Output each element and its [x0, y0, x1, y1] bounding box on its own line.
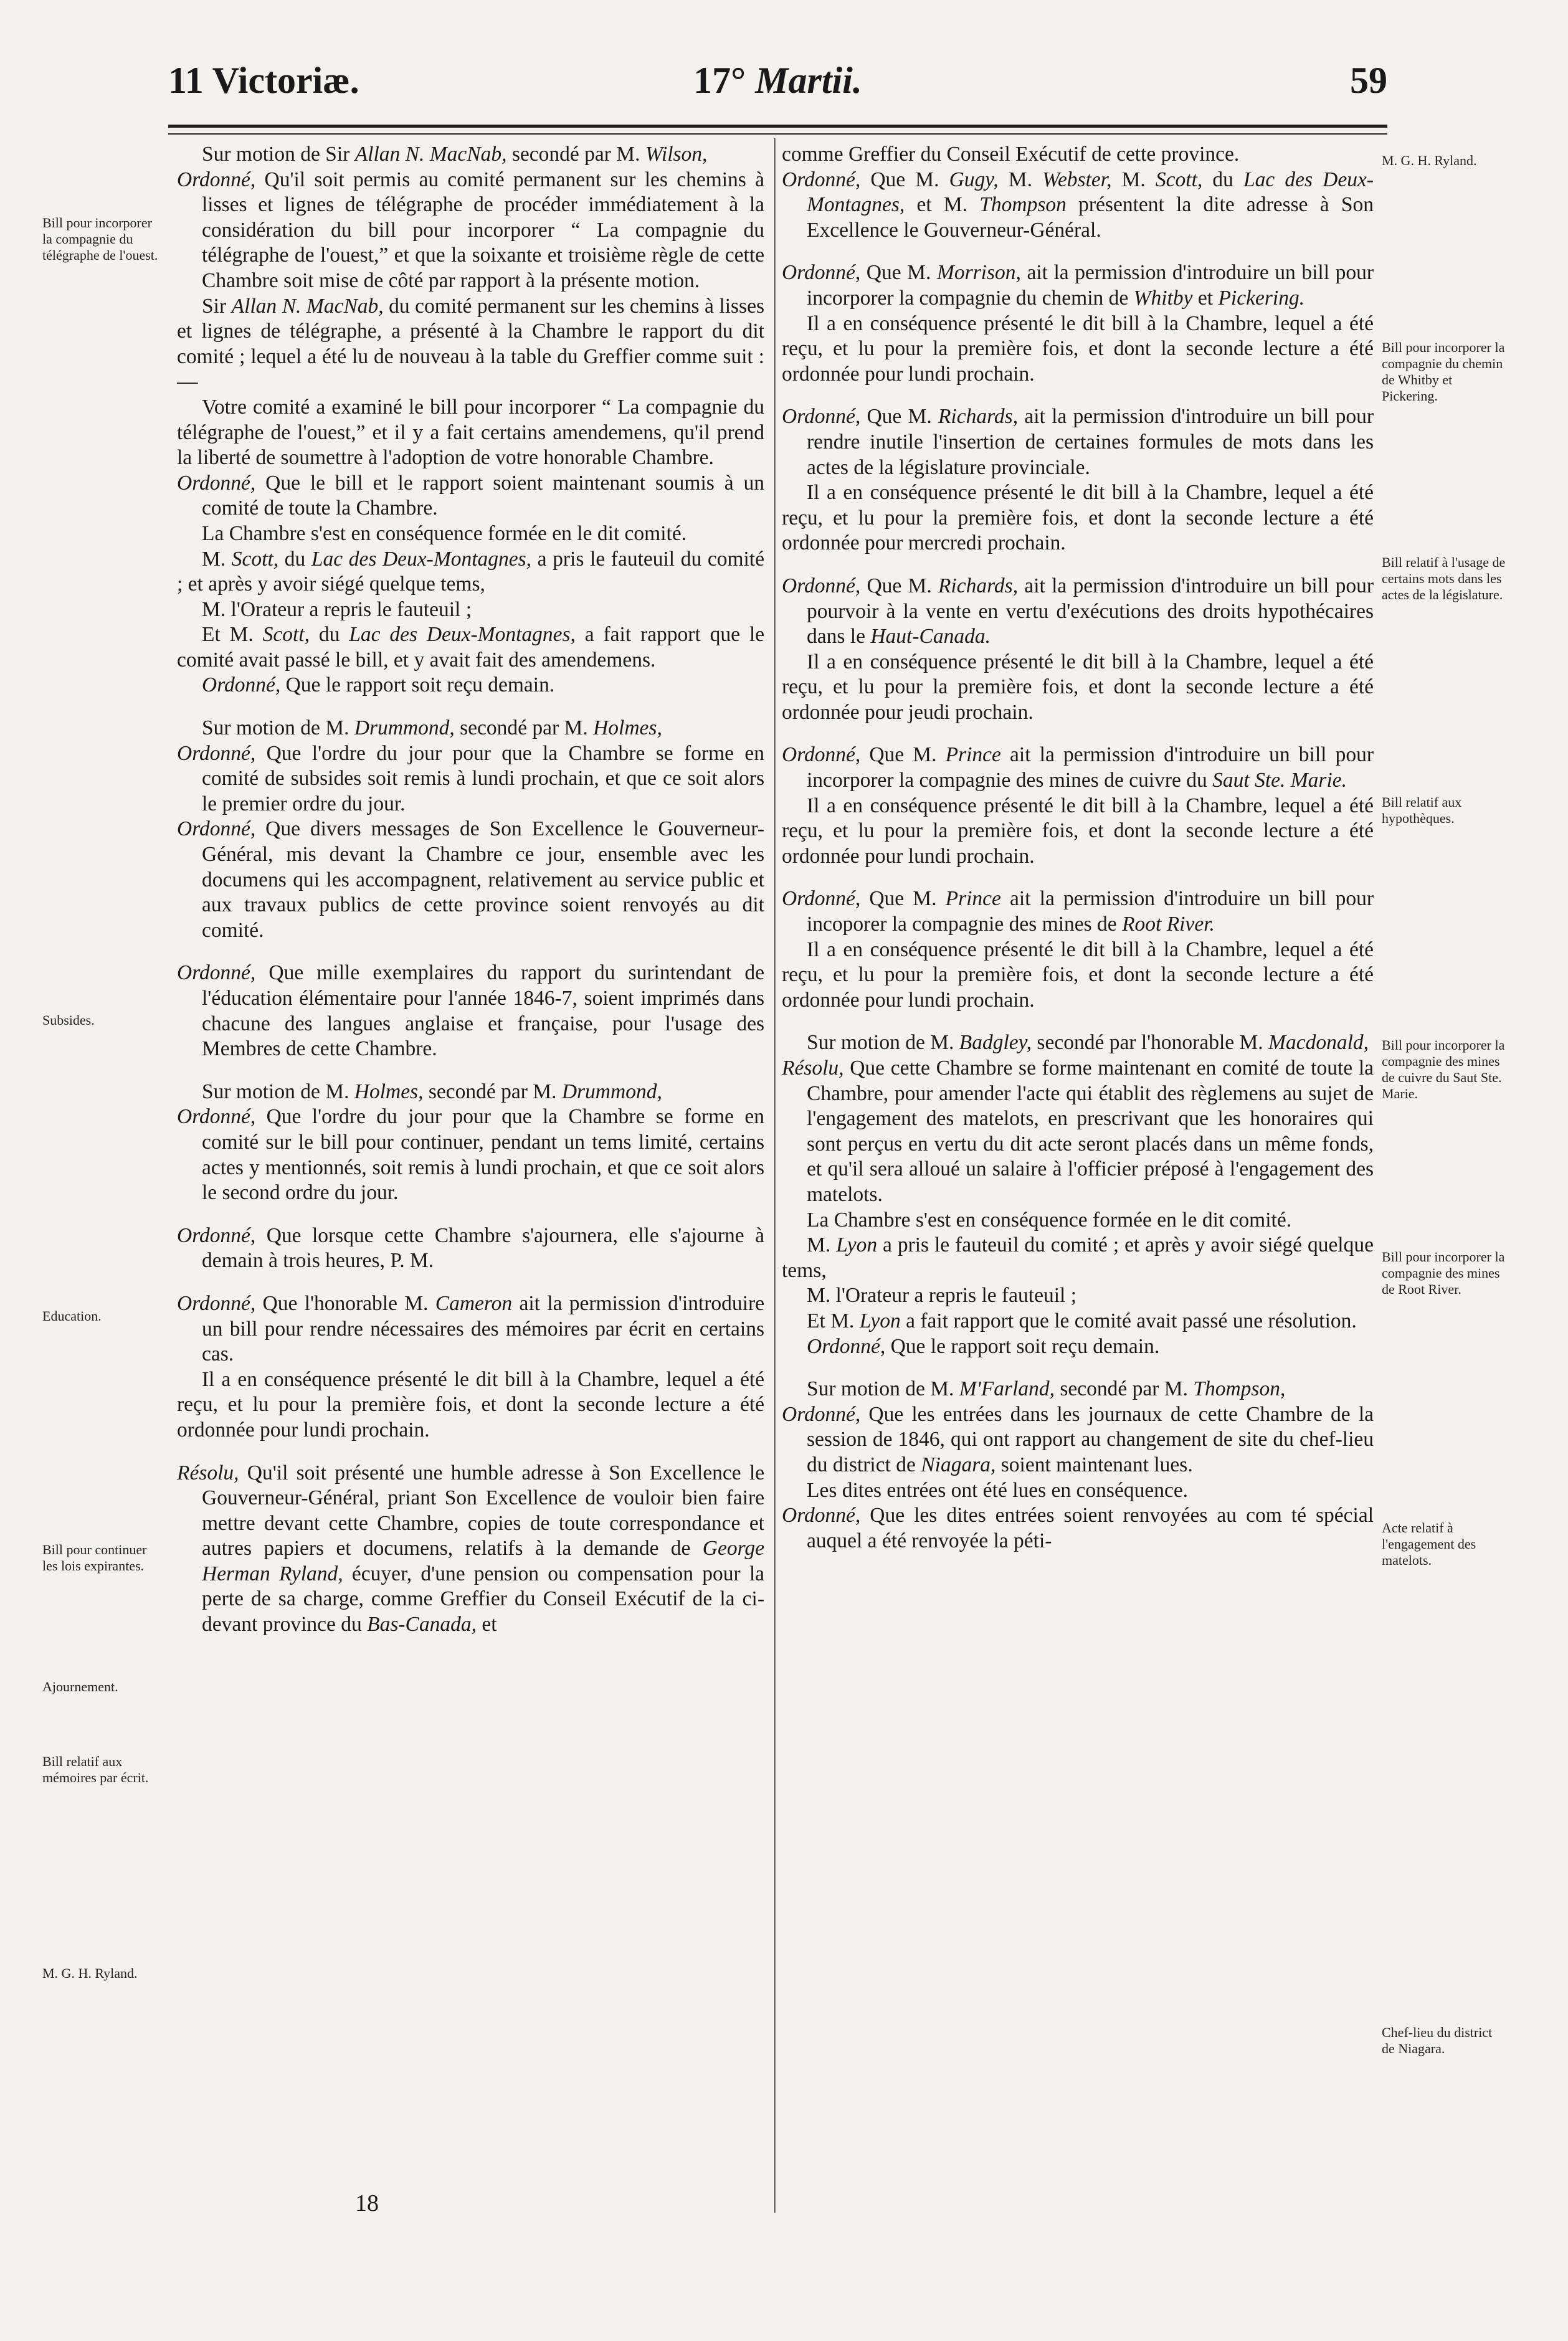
text-run: secondé par M. [454, 716, 594, 740]
text-run: présentent la dite adresse à Son Excellence le Gouverneur-Général. [807, 193, 1374, 242]
margin-note: Ajournement. [42, 1679, 118, 1694]
text-run: ait la permission d'introduire un bill pour rendre nécessaires des mémoires par écrit en certains cas. [202, 1291, 764, 1366]
text-run: secondé par l'honorable M. [1032, 1031, 1269, 1055]
journal-entry [177, 716, 764, 943]
italic-run: Morrison, [936, 261, 1021, 285]
text-run: a fait rapport que le comité avait passé le bill, et y avait fait des amendemens. [177, 623, 765, 672]
italic-run: Pickering. [1218, 286, 1305, 310]
text-run: Que M. [860, 887, 946, 911]
paragraph [782, 1503, 1374, 1554]
text-run: comme Greffier du Conseil Exécutif de cette province. [782, 143, 1240, 166]
italic-run: Ordonné, [807, 1334, 886, 1358]
italic-run: Ordonné, [782, 1504, 861, 1527]
paragraph [782, 404, 1374, 480]
italic-run: Ordonné, [177, 817, 256, 841]
paragraph [177, 294, 764, 395]
italic-run: Ordonné, [782, 168, 861, 191]
text-run: Que cette Chambre se forme maintenant en comité de toute la Chambre, pour amender l'acte qui établit des règlemens au sujet de l'engagement des matelots, en prescrivant que les honoraires qui sont perçus en vertu du dit acte seront placés dans un même fonds, et qu'il sera alloué un salaire à l'officier préposé à l'engagement des matelots. [807, 1057, 1374, 1206]
paragraph [782, 311, 1374, 387]
italic-run: Allan N. MacNab, [231, 294, 384, 318]
text-run: a pris le fauteuil du comité ; et après y avoir siégé quelque tems, [177, 547, 764, 596]
italic-run: Lac des Deux-Montagnes, [311, 547, 532, 571]
italic-run: Wilson, [645, 143, 708, 166]
journal-entry [177, 142, 764, 698]
italic-run: Thompson, [1193, 1377, 1286, 1401]
text-run: Sur motion de Sir [202, 143, 355, 166]
text-run: Qu'il soit présenté une humble adresse à Son Excellence le Gouverneur-Général, priant Son Excellence de vouloir bien faire mettre devant cette Chambre, copies de toute correspondance et autres papiers et documens, relatifs à la demande de [202, 1461, 764, 1560]
text-run: Votre comité a examiné le bill pour incorporer “ La compagnie du télégraphe de l'ouest,” et il y a fait certains amendemens, qu'il prend la liberté de soumettre à l'adoption de votre honorable Chambre. [177, 395, 764, 470]
italic-run: George Herman Ryland, [202, 1537, 764, 1585]
paragraph [177, 673, 764, 698]
paragraph [177, 817, 764, 943]
margin-note: Bill pour incorporer la compagnie du chemin de Whitby et Pickering. [1382, 340, 1505, 404]
paragraph [782, 1402, 1374, 1478]
text-run: du [278, 547, 311, 571]
margin-note: Acte relatif à l'engagement des matelots. [1382, 1520, 1476, 1568]
text-run: M. l'Orateur a repris le fauteuil ; [202, 597, 472, 621]
journal-entry [782, 1377, 1374, 1554]
paragraph [782, 1478, 1374, 1504]
italic-run: Scott, [231, 547, 279, 571]
text-run: Que M. [860, 743, 946, 767]
text-run: Sur motion de M. [807, 1377, 959, 1401]
text-run: secondé par M. [1055, 1377, 1194, 1401]
paragraph [177, 961, 764, 1061]
left-column [177, 142, 764, 1655]
italic-run: Ordonné, [782, 743, 861, 767]
italic-run: Ordonné, [177, 471, 256, 495]
text-run: M. l'Orateur a repris le fauteuil ; [807, 1284, 1076, 1308]
text-run: Sur motion de M. [807, 1031, 959, 1055]
italic-run: Cameron [435, 1291, 513, 1315]
text-run: et [477, 1613, 497, 1636]
paragraph [782, 886, 1374, 937]
text-run: du [1202, 168, 1244, 191]
italic-run: Lac des Deux-Montagnes, [349, 623, 576, 647]
italic-run: Niagara, [921, 1453, 996, 1476]
margin-note: M. G. H. Ryland. [1382, 153, 1477, 168]
paragraph [177, 521, 764, 547]
italic-run: Ordonné, [782, 405, 861, 429]
text-run: Que le bill et le rapport soient maintenant soumis à un comité de toute la Chambre. [202, 471, 764, 520]
italic-run: Holmes, [593, 716, 662, 740]
paragraph [782, 1030, 1374, 1056]
italic-run: Résolu, [177, 1461, 239, 1484]
text-run: Que mille exemplaires du rapport du surintendant de l'éducation élémentaire pour l'année 1846-7, soient imprimés dans chacune des langues anglaise et française, pour l'usage des Membres de cette Chambre. [202, 961, 764, 1061]
text-run: a fait rapport que le comité avait passé une résolution. [900, 1309, 1357, 1332]
column-divider [774, 138, 776, 2213]
paragraph [177, 741, 764, 817]
text-run: M. [202, 547, 232, 571]
text-run: Il a en conséquence présenté le dit bill à la Chambre, lequel a été reçu, et lu pour la première fois, et dont la seconde lecture a été ordonnée pour lundi prochain. [782, 794, 1374, 868]
text-run: Il a en conséquence présenté le dit bill à la Chambre, lequel a été reçu, et lu pour la première fois, et dont la seconde lecture a été ordonnée pour lundi prochain. [782, 311, 1374, 386]
text-run: écuyer, d'une pension ou compensation pour la perte de sa charge, comme Greffier du Conseil Exécutif de la ci-devant province du [202, 1562, 765, 1636]
italic-run: Drummond, [354, 716, 455, 740]
paragraph [177, 622, 764, 673]
margin-note: Bill pour incorporer la compagnie des mines de cuivre du Saut Ste. Marie. [1382, 1037, 1505, 1101]
paragraph [177, 1080, 764, 1105]
paragraph [782, 480, 1374, 556]
text-run: secondé par M. [423, 1080, 562, 1103]
paragraph [177, 395, 764, 471]
signature-folio: 18 [355, 2190, 379, 2216]
text-run: Que l'ordre du jour pour que la Chambre se forme en comité sur le bill pour continuer, pendant un tems limité, certains actes y mentionnés, soit remis à lundi prochain, et que ce soit alors le second ordre du jour. [202, 1105, 764, 1205]
margin-note: Bill relatif aux mémoires par écrit. [42, 1754, 149, 1785]
journal-entry [782, 260, 1374, 387]
journal-entry [177, 1461, 764, 1638]
journal-entry [782, 142, 1374, 243]
paragraph [782, 938, 1374, 1014]
date-number: 17° [693, 60, 746, 101]
paragraph [177, 716, 764, 741]
text-run: a pris le fauteuil du comité ; et après y avoir siégé quelque tems, [782, 1233, 1374, 1282]
text-run: La Chambre s'est en conséquence formée en le dit comité. [807, 1208, 1292, 1232]
italic-run: Résolu, [782, 1057, 844, 1080]
journal-entry [782, 404, 1374, 556]
running-head [168, 59, 1387, 128]
paragraph [782, 168, 1374, 244]
italic-run: Macdonald, [1268, 1031, 1369, 1055]
italic-run: Ordonné, [202, 673, 281, 697]
paragraph [177, 1461, 764, 1638]
text-run: ait la permission d'introduire un bill pour rendre inutile l'insertion de certaines formules de mots dans les actes de la législature provinciale. [807, 405, 1374, 479]
italic-run: Ordonné, [177, 1105, 256, 1129]
text-run: secondé par M. [506, 143, 645, 166]
italic-run: Haut-Canada. [870, 625, 991, 648]
header-rule-thin [168, 133, 1387, 135]
italic-run: Richards, [938, 405, 1019, 429]
italic-run: Root River. [1122, 913, 1215, 936]
text-run: Sur motion de M. [202, 716, 354, 740]
italic-run: Ordonné, [177, 168, 256, 191]
italic-run: Webster, [1042, 168, 1112, 191]
text-run: Que l'honorable M. [255, 1291, 435, 1315]
text-run: Que les dites entrées soient renvoyées au com té spécial auquel a été renvoyée la péti- [807, 1504, 1374, 1552]
text-run: ait la permission d'introduire un bill pour pourvoir à la vente en vertu d'exécutions des droits hypothécaires dans le [807, 574, 1374, 648]
text-run: Et M. [807, 1309, 860, 1332]
paragraph [782, 1283, 1374, 1309]
page-number: 59 [1350, 60, 1387, 101]
italic-run: Ordonné, [177, 961, 256, 985]
margin-note: Bill pour incorporer la compagnie du télégraphe de l'ouest. [42, 215, 158, 263]
text-run: Que M. [860, 168, 949, 191]
italic-run: Gugy, [949, 168, 999, 191]
text-run: La Chambre s'est en conséquence formée en le dit comité. [202, 521, 687, 545]
italic-run: M'Farland, [959, 1377, 1055, 1401]
journal-entry [177, 1291, 764, 1443]
text-run: du comité permanent sur les chemins à lisses et lignes de télégraphe, a présenté à la Chambre le rapport du dit comité ; lequel a été lu de nouveau à la table du Greffier comme suit :— [177, 294, 765, 394]
italic-run: Lac des Deux-Montagnes, [807, 168, 1374, 217]
margin-note: Chef-lieu du district de Niagara. [1382, 2025, 1493, 2056]
text-run: Que M. [860, 574, 938, 597]
journal-entry [782, 574, 1374, 726]
text-run: ait la permission d'introduire un bill pour incorporer la compagnie des mines de cuivre du [807, 743, 1374, 792]
italic-run: Whitby [1133, 286, 1193, 310]
paragraph [782, 794, 1374, 870]
italic-run: Prince [945, 743, 1001, 767]
text-run: Que le rapport soit reçu demain. [280, 673, 555, 697]
italic-run: Lyon [859, 1309, 901, 1332]
italic-run: Scott, [1155, 168, 1203, 191]
margin-note: Subsides. [42, 1012, 95, 1028]
italic-run: Holmes, [354, 1080, 424, 1103]
paragraph [782, 1377, 1374, 1402]
session-label: 11 Victoriæ. [168, 60, 359, 101]
paragraph [782, 1309, 1374, 1334]
text-run: Que M. [860, 405, 938, 429]
paragraph [782, 650, 1374, 726]
journal-entry [782, 886, 1374, 1013]
text-run: M. [1111, 168, 1156, 191]
paragraph [177, 142, 764, 168]
italic-run: Prince [945, 887, 1001, 911]
paragraph [177, 1104, 764, 1205]
text-run: Les dites entrées ont été lues en conséquence. [807, 1478, 1189, 1502]
margin-note: Bill relatif aux hypothèques. [1382, 794, 1462, 826]
text-run: Que M. [860, 261, 937, 285]
text-run: Que divers messages de Son Excellence le Gouverneur-Général, mis devant la Chambre ce jour, ensemble avec les documens qui les accompagnent, relativement au service public et aux travaux publics de cette province soient renvoyés au dit comité. [202, 817, 764, 942]
paragraph [782, 142, 1374, 168]
text-run: Sur motion de M. [202, 1080, 354, 1103]
text-run: Que les entrées dans les journaux de cette Chambre de la session de 1846, qui ont rapport au changement de site du chef-lieu du district de [807, 1402, 1374, 1476]
italic-run: Ordonné, [782, 1402, 861, 1426]
text-run: M. [998, 168, 1043, 191]
paragraph [782, 1233, 1374, 1283]
italic-run: Ordonné, [782, 574, 861, 597]
paragraph [782, 1334, 1374, 1360]
italic-run: Scott, [262, 623, 310, 647]
text-run: ait la permission d'introduire un bill pour incoporer la compagnie des mines de [807, 887, 1374, 936]
italic-run: Drummond, [561, 1080, 662, 1103]
text-run: M. [807, 1233, 837, 1257]
journal-entry [177, 961, 764, 1061]
paragraph [177, 168, 764, 294]
journal-entry [782, 1030, 1374, 1359]
margin-note: Bill pour incorporer la compagnie des mines de Root River. [1382, 1249, 1505, 1297]
margin-note: Bill pour continuer les lois expirantes. [42, 1542, 147, 1574]
text-run: et M. [905, 193, 980, 217]
date-month: Martii. [755, 60, 862, 101]
margin-note: Bill relatif à l'usage de certains mots dans les actes de la législature. [1382, 554, 1506, 602]
italic-run: Saut Ste. Marie. [1212, 769, 1347, 792]
text-run: Sir [202, 294, 232, 318]
italic-run: Allan N. MacNab, [354, 143, 507, 166]
journal-entry [177, 1223, 764, 1274]
paragraph [782, 743, 1374, 793]
paragraph [177, 1223, 764, 1274]
paragraph [782, 574, 1374, 650]
paragraph [177, 471, 764, 521]
margin-note: Education. [42, 1308, 102, 1324]
text-run: Il a en conséquence présenté le dit bill à la Chambre, lequel a été reçu, et lu pour la première fois, et dont la seconde lecture a été ordonnée pour lundi prochain. [782, 938, 1374, 1012]
paragraph [177, 1367, 764, 1443]
date-label [168, 59, 1387, 102]
text-run: Que lorsque cette Chambre s'ajournera, elle s'ajourne à demain à trois heures, P. M. [202, 1223, 764, 1273]
paragraph [782, 1208, 1374, 1233]
italic-run: Richards, [938, 574, 1019, 597]
italic-run: Ordonné, [177, 1223, 256, 1247]
text-run: soient maintenant lues. [995, 1453, 1193, 1476]
text-run: et [1192, 286, 1219, 310]
right-column [782, 142, 1374, 1571]
text-run: Il a en conséquence présenté le dit bill à la Chambre, lequel a été reçu, et lu pour la première fois, et dont la seconde lecture a été ordonnée pour lundi prochain. [177, 1367, 764, 1441]
journal-entry [782, 743, 1374, 869]
italic-run: Bas-Canada, [367, 1613, 477, 1636]
italic-run: Lyon [836, 1233, 878, 1257]
italic-run: Ordonné, [177, 1291, 256, 1315]
text-run: Il a en conséquence présenté le dit bill à la Chambre, lequel a été reçu, et lu pour la première fois, et dont la seconde lecture a été ordonnée pour mercredi prochain. [782, 481, 1374, 555]
text-run: Qu'il soit permis au comité permanent sur les chemins à lisses et lignes de télégraphe de procéder immédiatement à la considération du bill pour incorporer “ La compagnie du télégraphe de l'ouest,” et que la soixante et troisième règle de cette Chambre soit mise de côté par rapport à la présente motion. [202, 168, 764, 292]
text-run: ait la permission d'introduire un bill pour incorporer la compagnie du chemin de [807, 261, 1374, 310]
margin-note: M. G. H. Ryland. [42, 1965, 138, 1981]
text-run: du [310, 623, 349, 647]
header-rule-thick [168, 125, 1387, 128]
paragraph [177, 597, 764, 623]
paragraph [782, 260, 1374, 311]
paragraph [177, 547, 764, 597]
italic-run: Thompson [979, 193, 1067, 217]
text-run: Et M. [202, 623, 263, 647]
text-run: Que le rapport soit reçu demain. [885, 1334, 1160, 1358]
text-run: Il a en conséquence présenté le dit bill à la Chambre, lequel a été reçu, et lu pour la première fois, et dont la seconde lecture a été ordonnée pour jeudi prochain. [782, 650, 1374, 724]
paragraph [177, 1291, 764, 1367]
italic-run: Ordonné, [782, 261, 861, 285]
italic-run: Ordonné, [782, 887, 861, 911]
paragraph [782, 1056, 1374, 1208]
italic-run: Badgley, [959, 1031, 1032, 1055]
journal-entry [177, 1080, 764, 1206]
italic-run: Ordonné, [177, 741, 256, 765]
text-run: Que l'ordre du jour pour que la Chambre se forme en comité de subsides soit remis à lundi prochain, et que ce soit alors le premier ordre du jour. [202, 741, 764, 815]
